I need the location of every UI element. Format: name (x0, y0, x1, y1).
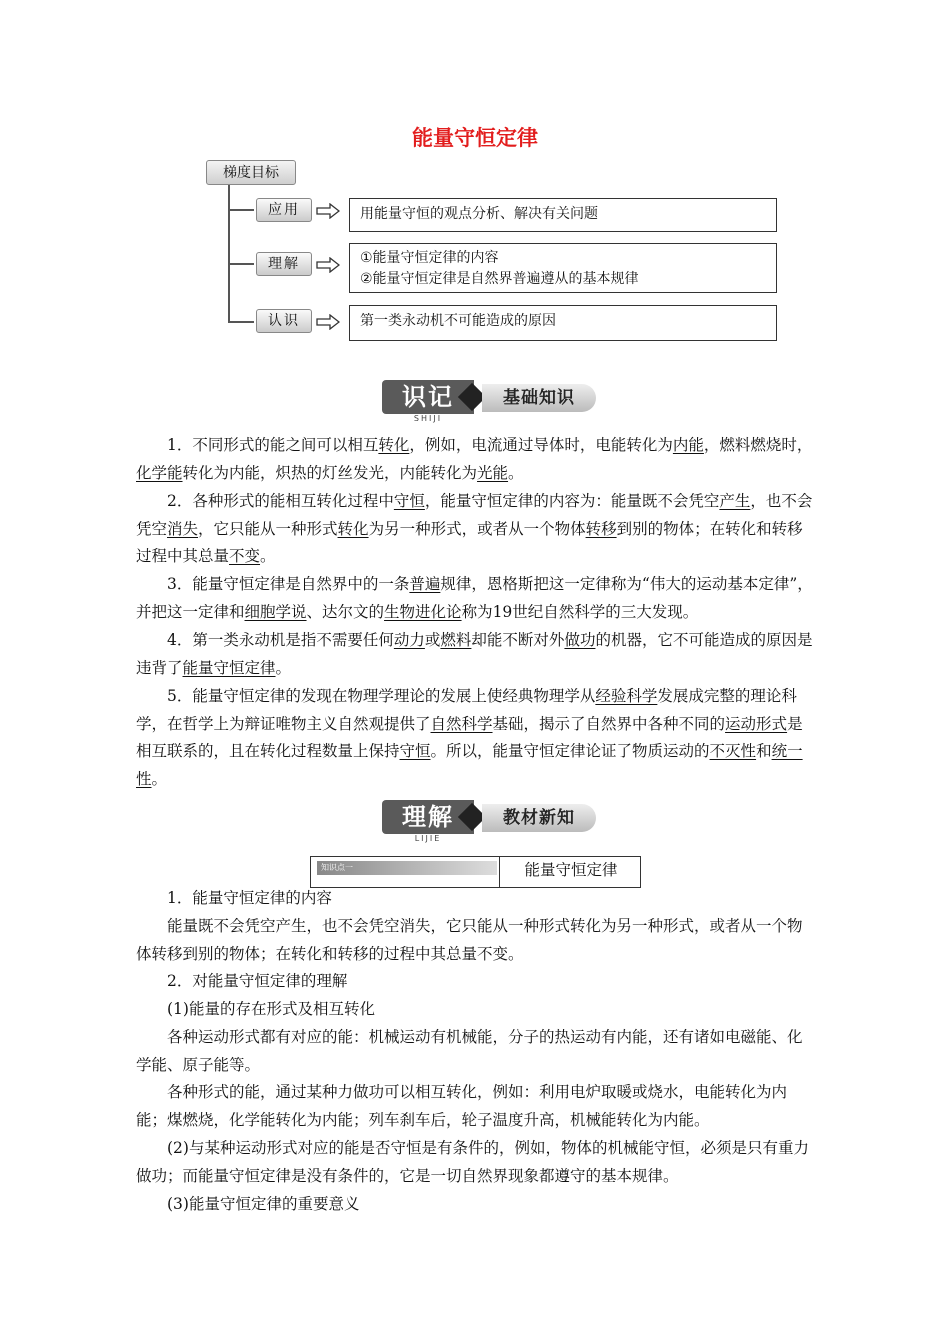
goal-tag-know: 认识 (256, 309, 312, 333)
tree-trunk (228, 185, 230, 323)
banner-pinyin: SHIJI (413, 414, 443, 423)
section-heading: 1．能量守恒定律的内容 (167, 889, 332, 907)
section-banner-understand (382, 800, 602, 848)
fact-paragraph (136, 627, 816, 682)
goal-box-understand (349, 243, 777, 293)
goal-box-apply (349, 198, 777, 232)
text-segment: 。所以，能量守恒定律论证了物质运动的 (430, 742, 710, 760)
goal-tag-understand: 理解 (256, 252, 312, 276)
knowledge-point-label: 知识点一 (317, 861, 497, 875)
goal-box-know (349, 305, 777, 341)
answer-blank: 经验科学 (595, 687, 658, 705)
banner-pinyin: LIJIE (414, 834, 442, 843)
answer-blank: 普遍 (409, 575, 441, 593)
text-segment: 。 (508, 463, 524, 482)
answer-blank: 消失 (167, 519, 199, 538)
answer-blank: 运动形式 (725, 714, 788, 733)
subsection-heading: (3)能量守恒定律的重要意义 (167, 1195, 360, 1213)
answer-blank: 不灭性 (709, 742, 757, 760)
banner-sub-text: 基础知识 (482, 384, 596, 412)
section-heading: 2．对能量守恒定律的理解 (167, 972, 348, 990)
body-paragraph: 各种形式的能，通过某种力做功可以相互转化，例如：利用电炉取暖或烧水，电能转化为内能；煤燃烧，化学能转化为内能；列车刹车后，轮子温度升高，机械能转化为内能。 (136, 1083, 788, 1129)
tree-branch (230, 263, 254, 265)
answer-blank: 内能 (672, 436, 704, 454)
answer-blank: 守恒 (393, 492, 425, 510)
text-segment: 的机器，它不可能造成的原因是违背了 (136, 631, 813, 677)
text-segment: 、达尔文的 (306, 602, 385, 621)
fact-paragraph (136, 571, 816, 626)
answer-blank: 做功 (564, 631, 596, 649)
body-paragraph: (2)与某种运动形式对应的能是否守恒是有条件的，例如，物体的机械能守恒，必须是只有重力做功；而能量守恒定律是没有条件的，它是一切自然界现象都遵守的基本规律。 (136, 1139, 809, 1185)
text-segment: 。 (151, 769, 168, 788)
text-segment: 规律，恩格斯把这一定律称为“伟大的运动基本定律”，并把这一定律和 (136, 575, 813, 621)
answer-blank: 转化 (378, 436, 410, 454)
text-segment: 4．第一类永动机是指不需要任何 (167, 631, 394, 649)
banner-main-text: 理解 (382, 800, 474, 834)
text-segment: 和 (756, 742, 772, 760)
fact-paragraph (136, 683, 816, 793)
text-segment: ，能量守恒定律的内容为：能量既不会凭空 (424, 492, 720, 510)
text-segment: 。 (260, 547, 276, 565)
goal-line: ②能量守恒定律是自然界普遍遵从的基本规律 (360, 271, 639, 287)
text-segment: 为另一种形式，或者从一个物体 (368, 519, 586, 538)
text-segment: 1．不同形式的能之间可以相互 (167, 436, 379, 454)
body-paragraph: 各种运动形式都有对应的能：机械运动有机械能，分子的热运动有内能，还有诸如电磁能、化学能、原子能等。 (136, 1028, 803, 1074)
answer-blank: 动力 (393, 631, 425, 649)
text-segment: 。 (275, 658, 292, 677)
page-title: 能量守恒定律 (412, 126, 538, 150)
goal-line: 用能量守恒的观点分析、解决有关问题 (360, 206, 598, 222)
body-paragraph: 能量既不会凭空产生，也不会凭空消失，它只能从一种形式转化为另一种形式，或者从一个物体转移到别的物体；在转化和转移的过程中其总量不变。 (136, 917, 803, 963)
text-segment: 基础，揭示了自然界中各种不同的 (492, 714, 726, 733)
hollow-arrow-icon (316, 257, 340, 273)
text-segment: 5．能量守恒定律的发现在物理学理论的发展上使经典物理学从 (167, 687, 596, 705)
text-segment: 称为19世纪自然科学的三大发现。 (461, 602, 699, 621)
banner-main-text: 识记 (382, 380, 474, 414)
goal-line: 第一类永动机不可能造成的原因 (360, 313, 556, 329)
goal-tag-apply: 应用 (256, 198, 312, 222)
section-banner-memorize (382, 380, 602, 428)
goal-line: ①能量守恒定律的内容 (360, 250, 499, 266)
text-segment: 或 (424, 631, 441, 649)
banner-sub-text: 教材新知 (482, 804, 596, 832)
knowledge-point-header (310, 856, 641, 888)
text-segment: 2．各种形式的能相互转化过程中 (167, 492, 394, 510)
hollow-arrow-icon (316, 314, 340, 330)
answer-blank: 产生 (719, 492, 751, 510)
hollow-arrow-icon (316, 203, 340, 219)
text-segment: 是相互联系的，且在转化过程数量上保持 (136, 714, 803, 760)
answer-blank: 细胞学说 (244, 602, 307, 621)
answer-blank: 自然科学 (430, 714, 493, 733)
text-segment: ，例如，电流通过导体时，电能转化为 (409, 436, 673, 454)
knowledge-point-title: 能量守恒定律 (524, 861, 618, 879)
subsection-heading: (1)能量的存在形式及相互转化 (167, 1000, 375, 1018)
answer-blank: 化学能 (136, 463, 183, 482)
fact-paragraph (136, 432, 816, 487)
answer-blank: 守恒 (399, 742, 431, 760)
text-segment: ，也不会凭空 (136, 492, 813, 538)
answer-blank: 转移 (585, 519, 617, 538)
text-segment: ，它只能从一种形式 (198, 519, 338, 538)
text-segment: 转化为内能，炽热的灯丝发光，内能转化为 (182, 463, 478, 482)
answer-blank: 能量守恒定律 (182, 658, 276, 677)
answer-blank: 燃料 (440, 631, 472, 649)
text-segment: 3．能量守恒定律是自然界中的一条 (167, 575, 410, 593)
goals-header: 梯度目标 (206, 160, 296, 185)
answer-blank: 统一性 (136, 742, 803, 788)
text-segment: 发展成完整的理论科学，在哲学上为辩证唯物主义自然观提供了 (136, 687, 797, 733)
text-segment: 到别的物体；在转化和转移过程中其总量 (136, 519, 803, 565)
text-segment: ，燃料燃烧时， (703, 436, 813, 454)
answer-blank: 光能 (477, 463, 509, 482)
divider (499, 857, 500, 887)
text-segment: 却能不断对外 (471, 631, 565, 649)
answer-blank: 不变 (229, 547, 261, 565)
tree-branch (230, 209, 254, 211)
fact-paragraph (136, 488, 816, 571)
tree-branch (230, 321, 254, 323)
answer-blank: 生物进化论 (384, 602, 462, 621)
answer-blank: 转化 (337, 519, 369, 538)
